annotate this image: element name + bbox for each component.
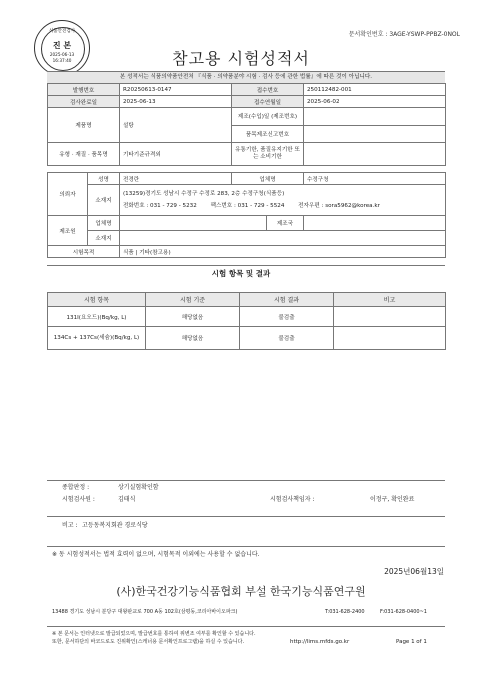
receipt-no: 250112482-001 xyxy=(304,84,446,96)
issue-no-label: 발행번호 xyxy=(48,84,120,96)
table-row xyxy=(48,327,446,350)
manufacturer-address xyxy=(120,231,446,246)
results-table xyxy=(47,292,446,350)
organization-address: 13488 경기도 성남시 분당구 대왕판교로 700 A동 102호(삼평동,코리아바이오파크) xyxy=(52,609,238,615)
type-label: 유형 · 재질 · 품목명 xyxy=(48,143,120,166)
notice-text: 본 성적서는 식품의약품안전처 『식품 · 의약품분야 시험 · 검사 등에 관한 법률』에 따른 것이 아닙니다. xyxy=(119,74,373,80)
manufacturer-country xyxy=(304,216,446,231)
receipt-date: 2025-06-02 xyxy=(304,96,446,108)
table-row xyxy=(48,307,446,327)
client-address: (13259)경기도 성남시 수정구 수정로 283, 2층 수정구청(식품등) xyxy=(123,190,285,197)
manufacturer-company-label: 업체명 xyxy=(88,216,120,231)
result-item: 134Cs + 137Cs(세슘)(Bq/kg, L) xyxy=(48,327,146,350)
legal-notice: ※ 동 시험성적서는 법적 효력이 없으며, 시험목적 이외에는 사용할 수 없습니다. xyxy=(52,551,260,558)
client-name: 전경란 xyxy=(120,173,232,185)
client-company-label: 업체명 xyxy=(232,173,304,185)
manufacturer-group-label: 제조원 xyxy=(48,216,88,246)
footer-remark-label: 비고 : xyxy=(62,522,78,529)
receipt-no-label: 접수번호 xyxy=(232,84,304,96)
doc-issue-number: 문서확인번호 : 3AGE-YSWP-PPBZ-0NOL xyxy=(348,31,460,38)
complete-date-label: 검사완료일 xyxy=(48,96,120,108)
results-header-remark: 비고 xyxy=(334,293,446,307)
result-standard: 해당없음 xyxy=(146,307,240,327)
bottom-notice-2: 또한, 문서하단의 바코드로도 진위확인(스캐너용 문서확인프로그램)을 하실 수 있습니다. xyxy=(52,639,245,645)
client-email: 전자우편 : sora5962@korea.kr xyxy=(298,202,380,209)
stamp-center-text: 진 본 xyxy=(52,41,72,50)
client-fax: 팩스번호 : 031 - 729 - 5524 xyxy=(210,202,285,209)
inspector-label: 시험검사원 : xyxy=(62,496,95,503)
page-number: Page 1 of 1 xyxy=(396,639,427,645)
receipt-date-label: 접수연월일 xyxy=(232,96,304,108)
judgement-value: 상기실험확인함 xyxy=(118,484,159,491)
result-value: 불검출 xyxy=(240,327,334,350)
results-header-result: 시험 결과 xyxy=(240,293,334,307)
stamp-top-text: 식품안전검사 xyxy=(48,29,76,34)
issue-date: 2025년06월13일 xyxy=(384,567,444,576)
type-value: 기타기준규격외 xyxy=(120,143,232,166)
report-no-label: 품목제조신고번호 xyxy=(232,125,304,143)
product-name: 설탕 xyxy=(120,108,232,143)
client-company: 수정구청 xyxy=(304,173,446,185)
client-table xyxy=(47,172,446,258)
client-group-label: 의뢰자 xyxy=(48,173,88,216)
inspector-value: 김태식 xyxy=(118,496,136,503)
verify-url[interactable]: http://lims.mfds.go.kr xyxy=(290,639,350,645)
result-remark xyxy=(334,307,446,327)
judgement-label: 종합판정 : xyxy=(62,484,90,491)
expiry-value xyxy=(304,143,446,166)
client-name-label: 성명 xyxy=(88,173,120,185)
manufacturer-address-label: 소재지 xyxy=(88,231,120,246)
expiry-label: 유통기한, 품질유지기한 또는 소비기한 xyxy=(232,143,304,166)
complete-date: 2025-06-13 xyxy=(120,96,232,108)
importer-label: 제조(수입)일 (제조번호) xyxy=(232,108,304,126)
product-label: 제품명 xyxy=(48,108,120,143)
info-table xyxy=(47,83,446,166)
manufacturer-company xyxy=(120,216,267,231)
purpose-label: 시험목적 xyxy=(48,246,120,258)
manager-value: 이정구, 확인완료 xyxy=(370,496,415,503)
client-phone: 전화번호 : 031 - 729 - 5232 xyxy=(123,202,197,209)
stamp-date: 2025-06-13 xyxy=(49,52,75,57)
bottom-notice-1: ※ 본 문서는 인터넷으로 발급되었으며, 발급번호를 통하여 위변조 여부를 확인할 수 있습니다. xyxy=(52,631,256,637)
result-standard: 해당없음 xyxy=(146,327,240,350)
footer-remark-value: 고등동복지회관 경로식당 xyxy=(82,522,148,529)
result-remark xyxy=(334,327,446,350)
result-value: 불검출 xyxy=(240,307,334,327)
issue-no: R20250613-0147 xyxy=(120,84,232,96)
organization-fax: F:031-628-0400~1 xyxy=(380,609,427,615)
stamp-time: 16:37:40 xyxy=(52,58,72,63)
document-title: 참고용 시험성적서 xyxy=(172,49,310,68)
results-header-standard: 시험 기준 xyxy=(146,293,240,307)
manager-label: 시험검사책임자 : xyxy=(270,496,315,503)
result-item: 131I(요오드)(Bq/kg, L) xyxy=(48,307,146,327)
manufacturer-country-label: 제조국 xyxy=(267,216,304,231)
organization-name: (사)한국건강기능식품협회 부설 한국기능식품연구원 xyxy=(116,585,366,598)
client-address-label: 소재지 xyxy=(88,185,120,216)
results-section-title: 시험 항목 및 결과 xyxy=(211,269,271,278)
purpose-value: 식품 | 기타(참고용) xyxy=(120,246,446,258)
results-header-item: 시험 항목 xyxy=(48,293,146,307)
importer-value xyxy=(304,108,446,126)
organization-tel: T:031-628-2400 xyxy=(325,609,365,615)
report-no xyxy=(304,125,446,143)
